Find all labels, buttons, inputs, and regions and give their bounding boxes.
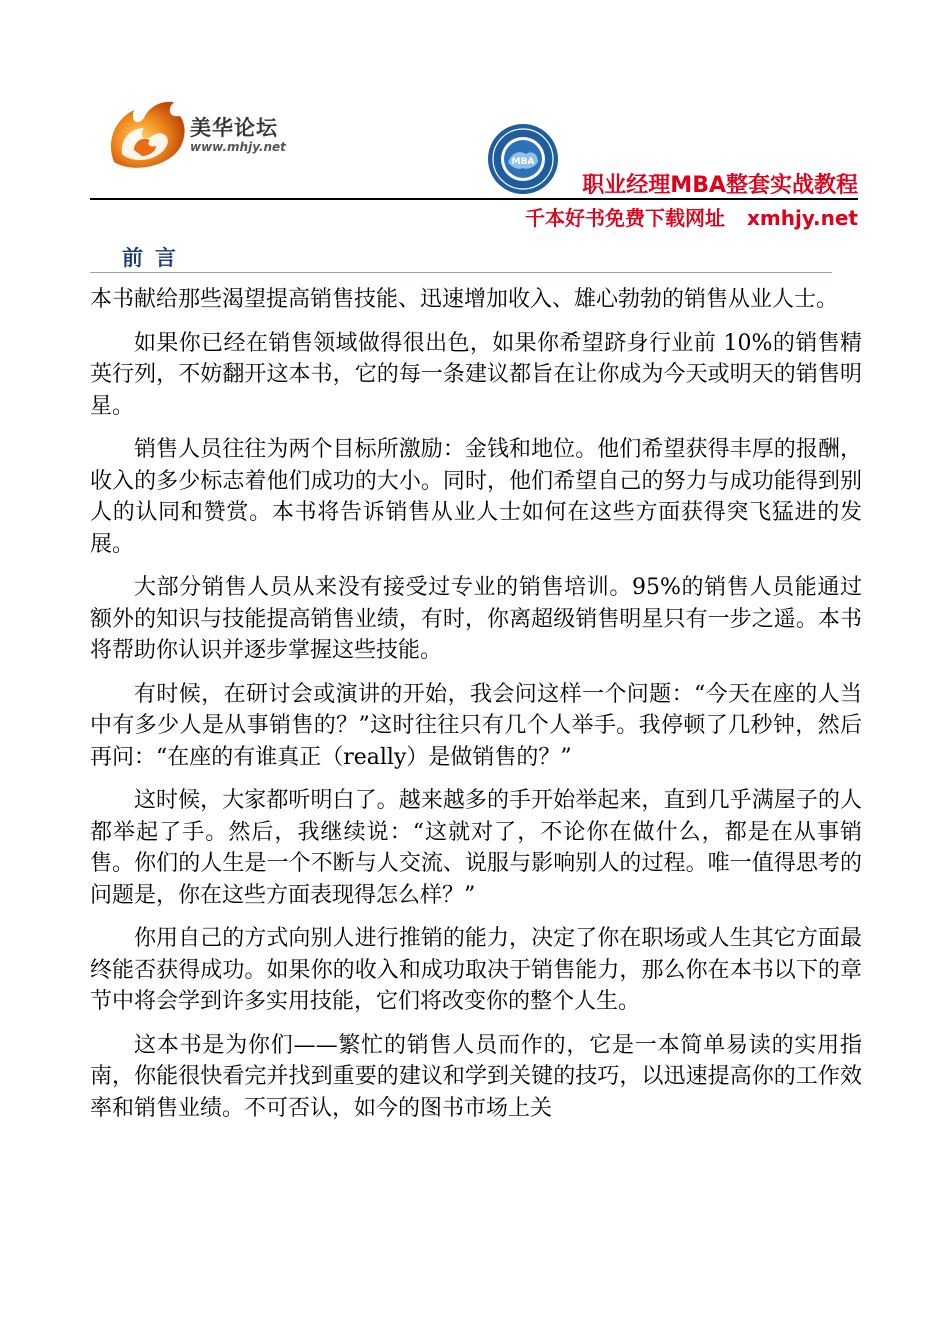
paragraph: 这时候，大家都听明白了。越来越多的手开始举起来，直到几乎满屋子的人都举起了手。然后，我继续说：“这就对了，不论你在做什么，都是在从事销售。你们的人生是一个不断与人交流、说服与影响别人的过程。唯一值得思考的问题是，你在这些方面表现得怎么样？” [90,788,862,908]
header-subtitle [525,202,858,231]
header-subtitle-url: xmhjy.net [747,206,858,230]
paragraph: 销售人员往往为两个目标所激励：金钱和地位。他们希望获得丰厚的报酬，收入的多少标志着他们成功的大小。同时，他们希望自己的努力与成功能得到别人的认同和赞赏。本书将告诉销售从业人士如何在这些方面获得突飞猛进的发展。 [90,437,862,557]
document-body [90,284,862,1136]
section-divider [90,272,832,273]
mba-seal-icon [486,122,560,196]
paragraph: 大部分销售人员从来没有接受过专业的销售培训。95%的销售人员能通过额外的知识与技能提高销售业绩，有时，你离超级销售明星只有一步之遥。本书将帮助你认识并逐步掌握这些技能。 [90,575,862,663]
header-subtitle-text: 千本好书免费下载网址 [525,206,725,230]
paragraph: 本书献给那些渴望提高销售技能、迅速增加收入、雄心勃勃的销售从业人士。 [90,287,839,312]
header-title: 职业经理MBA整套实战教程 [582,173,858,198]
paragraph: 如果你已经在销售领域做得很出色，如果你希望跻身行业前 10%的销售精英行列，不妨翻开这本书，它的每一条建议都旨在让你成为今天或明天的销售明星。 [90,330,862,419]
logo-url: www.mhjy.net [190,140,286,154]
paragraph: 这本书是为你们——繁忙的销售人员而作的，它是一本简单易读的实用指南，你能很快看完并找到重要的建议和学到关键的技巧，以迅速提高你的工作效率和销售业绩。不可否认，如今的图书市场上关 [90,1032,862,1121]
paragraph: 有时候，在研讨会或演讲的开始，我会问这样一个问题：“今天在座的人当中有多少人是从事销售的？”这时往往只有几个人举手。我停顿了几秒钟，然后再问：“在座的有谁真正（really）是做销售的？” [90,681,862,770]
paragraph: 你用自己的方式向别人进行推销的能力，决定了你在职场或人生其它方面最终能否获得成功。如果你的收入和成功取决于销售能力，那么你在本书以下的章节中将会学到许多实用技能，它们将改变你的整个人生。 [90,926,862,1014]
section-title: 前言 [122,246,188,270]
logo-name: 美华论坛 [190,116,278,140]
header-divider [90,198,858,200]
svg-text:MBA: MBA [511,157,535,167]
